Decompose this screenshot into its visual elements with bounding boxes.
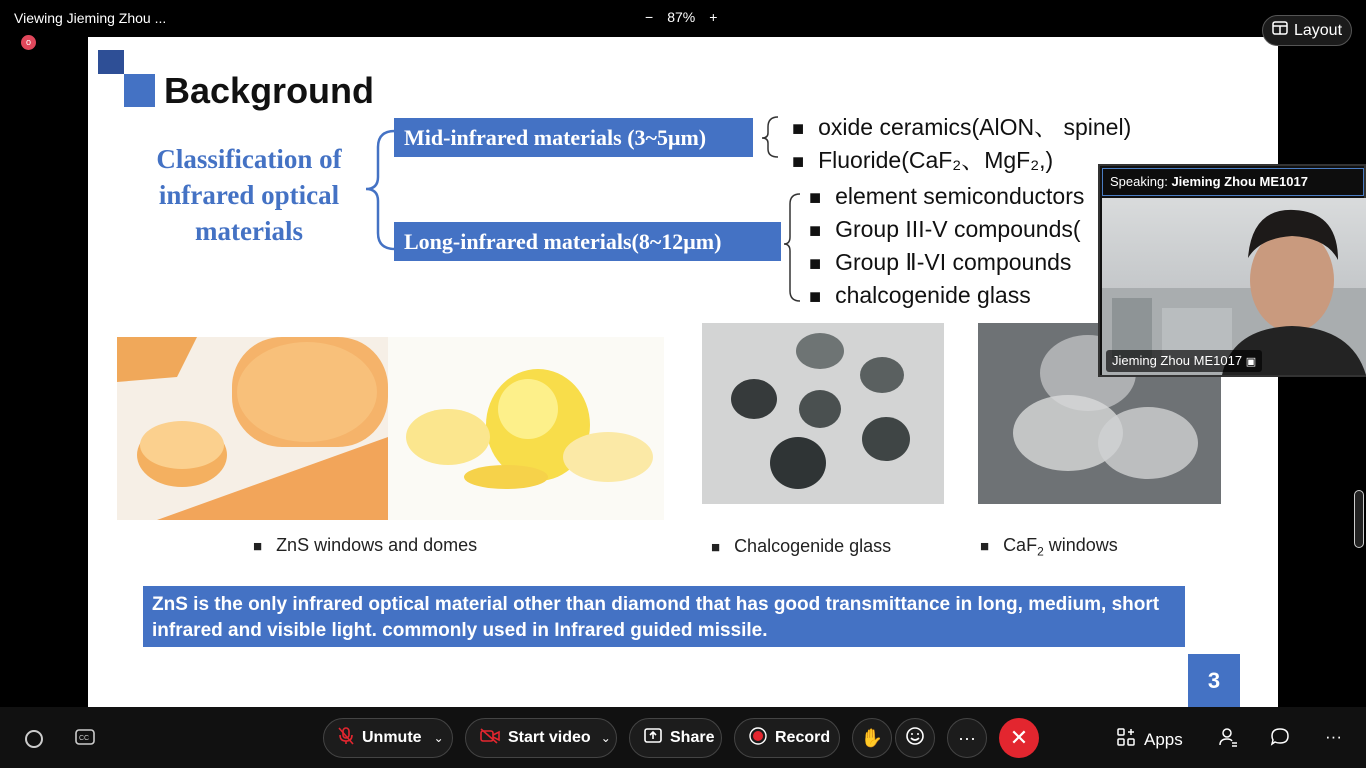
zoom-level: 87% [667, 9, 696, 25]
apps-icon [1116, 727, 1136, 752]
classification-line-3: materials [195, 216, 303, 246]
zns-domes-photo [388, 337, 664, 520]
layout-icon [1272, 21, 1288, 40]
layout-label: Layout [1293, 21, 1343, 39]
share-icon [644, 728, 662, 749]
zoom-in-button[interactable]: + [709, 9, 718, 25]
caption-caf2-suffix: windows [1043, 535, 1118, 555]
apps-label: Apps [1144, 729, 1183, 749]
participants-button[interactable] [1218, 727, 1238, 752]
status-icon[interactable] [24, 729, 44, 749]
chat-icon [1270, 727, 1290, 752]
camera-feed [1102, 198, 1366, 375]
long-item-2: ■ Group III-V compounds( [809, 216, 1081, 243]
chat-button[interactable] [1270, 727, 1290, 752]
mid-infrared-label: Mid-infrared materials (3~5μm) [394, 118, 753, 157]
captions-icon[interactable] [75, 729, 95, 745]
caption-zns: ■ ZnS windows and domes [253, 535, 477, 556]
svg-text:CC: CC [79, 735, 90, 742]
caption-caf2-text: CaF [1003, 535, 1038, 555]
start-video-button[interactable] [465, 718, 617, 758]
window-title: Viewing Jieming Zhou ... [14, 10, 167, 26]
unmute-label: Unmute [362, 729, 422, 746]
slide-title: Background [164, 70, 375, 111]
microphone-muted-icon [338, 727, 354, 750]
record-button[interactable] [734, 718, 840, 758]
classification-line-1: Classification of [156, 144, 342, 174]
close-icon: ✕ [1009, 725, 1029, 750]
reactions-button[interactable] [895, 718, 935, 758]
caption-caf2 [980, 535, 1118, 559]
apps-button[interactable] [1116, 727, 1183, 752]
long-item-3: ■ Group Ⅱ-VI compounds [809, 249, 1071, 276]
leave-meeting-button[interactable] [999, 718, 1039, 758]
meeting-toolbar [0, 707, 1366, 768]
video-off-icon [480, 728, 500, 749]
slide-page-number: 3 [1188, 654, 1240, 707]
chalcogenide-glass-photo [702, 323, 944, 504]
caption-chalcogenide: ■ Chalcogenide glass [711, 536, 891, 557]
caption-caf2-subscript: 2 [1037, 544, 1044, 559]
zoom-controls [645, 9, 717, 25]
screen-share-icon: ▣ [1245, 356, 1257, 368]
overflow-menu-button[interactable]: ··· [1325, 727, 1342, 746]
participant-name-tag [1106, 350, 1262, 372]
speaking-indicator [1102, 168, 1364, 196]
speaker-name: Jieming Zhou ME1017 [1171, 174, 1308, 189]
long-item-1: ■ element semiconductors [809, 183, 1084, 210]
chevron-down-icon[interactable]: ⌄ [600, 731, 611, 745]
layout-button[interactable] [1262, 15, 1352, 46]
recording-indicator: o [21, 35, 36, 50]
participant-name: Jieming Zhou ME1017 [1112, 353, 1243, 368]
speaking-prefix: Speaking: [1110, 174, 1172, 189]
more-options-button[interactable] [947, 718, 987, 758]
share-label: Share [670, 729, 715, 746]
raise-hand-button[interactable] [852, 718, 892, 758]
share-button[interactable] [629, 718, 722, 758]
zoom-out-button[interactable]: − [645, 9, 654, 25]
hand-icon: ✋ [860, 727, 884, 748]
mid-item-2: ■ Fluoride(CaF₂、MgF₂,) [792, 142, 1053, 175]
mid-item-1: ■ oxide ceramics(AlON、 spinel) [792, 109, 1131, 142]
scrollbar-thumb[interactable] [1354, 490, 1364, 548]
summary-banner: ZnS is the only infrared optical material other than diamond that has good transmittance in long, medium, short infrared and visible light. commonly used in Infrared guided missile. [143, 586, 1185, 647]
chevron-down-icon[interactable]: ⌄ [433, 731, 444, 745]
long-item-4: ■ chalcogenide glass [809, 282, 1031, 309]
participants-icon [1218, 727, 1238, 752]
more-icon: ··· [958, 727, 976, 748]
record-label: Record [775, 729, 831, 746]
top-bar [0, 0, 1366, 37]
emoji-icon [905, 726, 925, 751]
participant-video-tile[interactable] [1098, 164, 1366, 377]
unmute-button[interactable] [323, 718, 453, 758]
classification-line-2: infrared optical [158, 180, 340, 210]
long-infrared-label: Long-infrared materials(8~12μm) [394, 222, 781, 261]
zns-windows-photo [117, 337, 388, 520]
record-icon [749, 727, 767, 750]
start-video-label: Start video [508, 729, 591, 746]
